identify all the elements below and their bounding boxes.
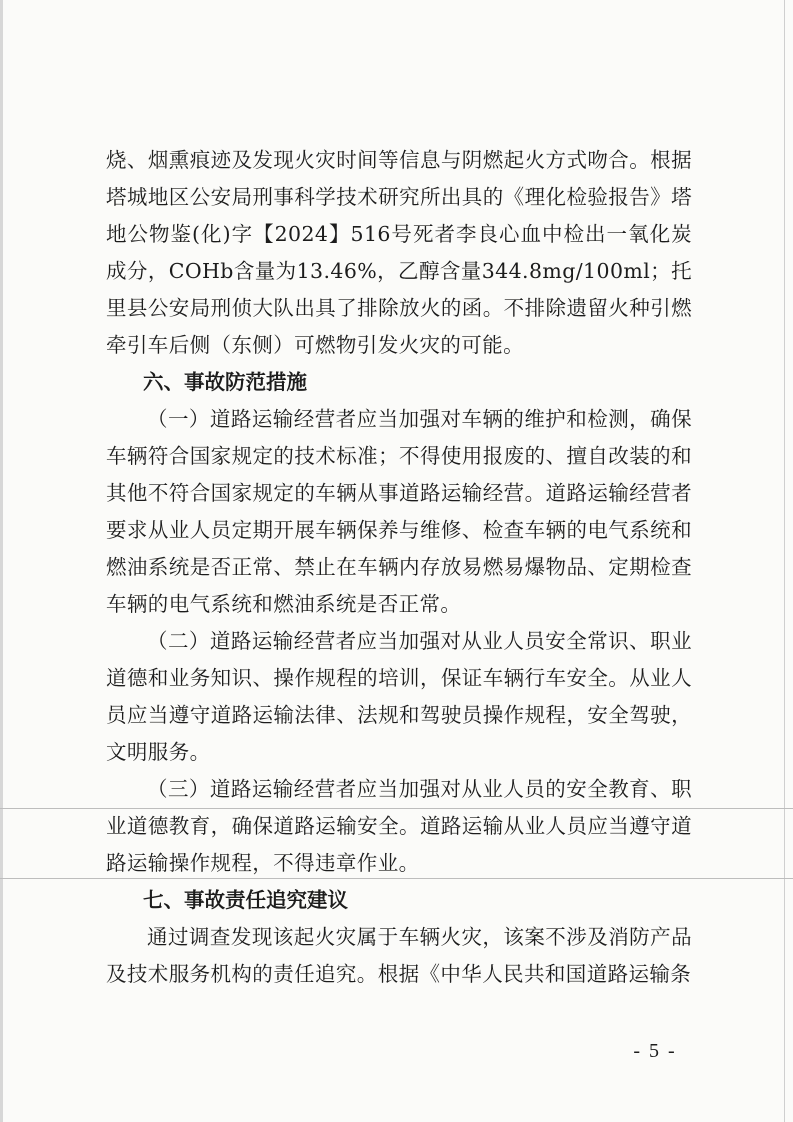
paragraph-prevention-1: （一）道路运输经营者应当加强对车辆的维护和检测，确保车辆符合国家规定的技术标准；不得使用报废的、擅自改装的和其他不符合国家规定的车辆从事道路运输经营。道路运输经营者要求从业人员定期开展车辆保养与维修、检查车辆的电气系统和燃油系统是否正常、禁止在车辆内存放易燃易爆物品、定期检查车辆的电气系统和燃油系统是否正常。 (106, 407, 692, 616)
paragraph-prevention-3: （三）道路运输经营者应当加强对从业人员的安全教育、职业道德教育，确保道路运输安全。道路运输从业人员应当遵守道路运输操作规程，不得违章作业。 (106, 777, 692, 875)
scan-edge-left (0, 0, 3, 1122)
scan-edge-right (784, 0, 785, 1122)
paragraph-continued: 烧、烟熏痕迹及发现火灾时间等信息与阴燃起火方式吻合。根据塔城地区公安局刑事科学技术研究所出具的《理化检验报告》塔地公物鉴(化)字【2024】516号死者李良心血中检出一氧化炭成分，COHb含量为13.46%，乙醇含量344.8mg/100ml；托里县公安局刑侦大队出具了排除放火的函。不排除遗留火种引燃牵引车后侧（东侧）可燃物引发火灾的可能。 (106, 148, 692, 357)
section-heading-prevention: 六、事故防范措施 (143, 370, 307, 394)
page-number: - 5 - (633, 1040, 677, 1062)
paragraph-accountability-1: 通过调查发现该起火灾属于车辆火灾，该案不涉及消防产品及技术服务机构的责任追究。根据《中华人民共和国道路运输条 (106, 925, 692, 986)
section-heading-accountability: 七、事故责任追究建议 (143, 888, 348, 912)
paragraph-prevention-2: （二）道路运输经营者应当加强对从业人员安全常识、职业道德和业务知识、操作规程的培训，保证车辆行车安全。从业人员应当遵守道路运输法律、法规和驾驶员操作规程，安全驾驶，文明服务。 (106, 629, 692, 764)
page-body (106, 142, 692, 993)
